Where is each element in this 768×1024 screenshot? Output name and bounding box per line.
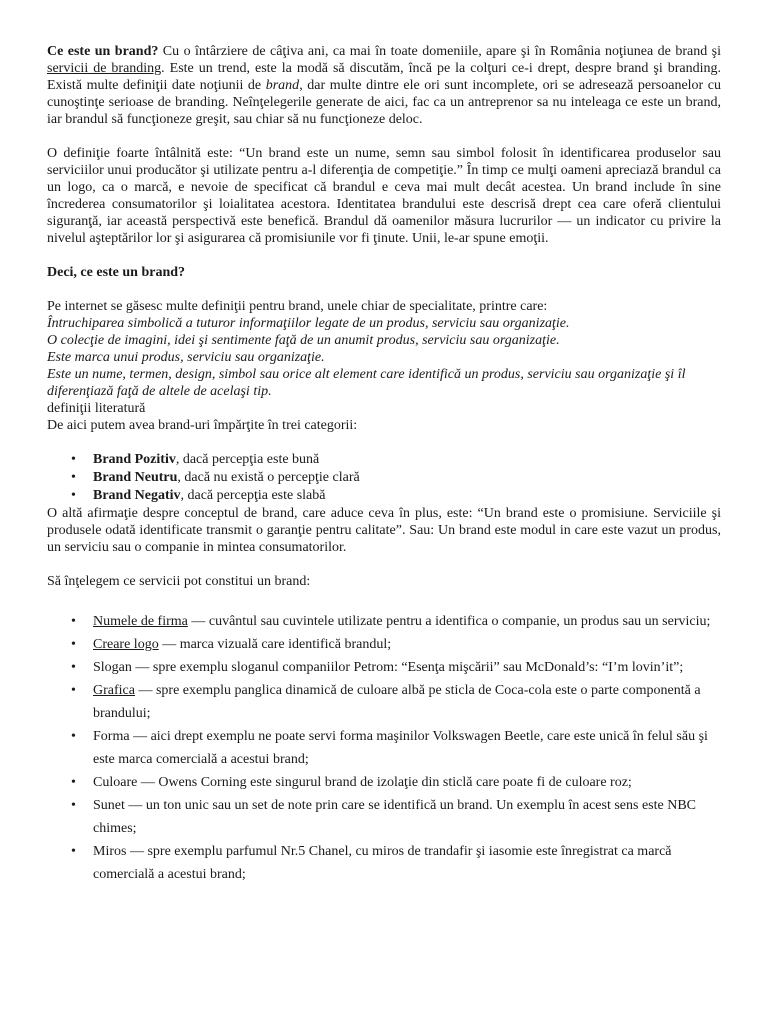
category-desc: , dacă nu există o percepţie clară: [177, 470, 360, 485]
intro-text-1: Cu o întârziere de câţiva ani, ca mai în toate domeniile, apare şi în România noţiunea de brand şi: [158, 44, 722, 59]
list-item: [47, 725, 721, 771]
list-item: [47, 610, 721, 633]
italic-definition: Întruchiparea simbolică a tuturor informaţiilor legate de un produs, serviciu sau organizaţie.: [47, 316, 570, 331]
italic-definition: O colecţie de imagini, idei şi sentimente faţă de un anumit produs, serviciu sau organizaţie.: [47, 333, 560, 348]
intro-question: Ce este un brand?: [47, 44, 159, 59]
internet-intro: Pe internet se găsesc multe definiţii pentru brand, unele chiar de specialitate, printre care:: [47, 299, 548, 314]
service-term: Slogan: [93, 660, 132, 675]
bullet-icon: •: [71, 660, 76, 675]
list-item: [47, 794, 721, 840]
category-name: Brand Neutru: [93, 470, 178, 485]
bullet-icon: •: [71, 798, 76, 813]
italic-definition: Este marca unui produs, serviciu sau organizaţie.: [47, 350, 325, 365]
categories-list: [47, 451, 721, 505]
bullet-icon: •: [71, 637, 76, 652]
intro-paragraph: [47, 43, 721, 128]
intro-text-2: . Este un trend, este la modă să discutăm, încă pe la colţuri ce-i drept, despre brand şi branding. Există multe definiţii date noţiunii de: [47, 61, 721, 93]
category-desc: , dacă percepţia este bună: [175, 452, 320, 467]
services-intro: Să înţelegem ce servicii pot constitui un brand:: [47, 574, 311, 589]
bullet-icon: •: [71, 470, 76, 485]
literature-note: definiţii literatură: [47, 401, 146, 416]
service-desc: — cuvântul sau cuvintele utilizate pentru a identifica o companie, un produs sau un serviciu;: [187, 614, 711, 629]
service-desc: — spre exemplu sloganul companiilor Petrom: “Esenţa mişcării” sau McDonald’s: “I’m lovin’it”;: [131, 660, 684, 675]
list-item: [47, 679, 721, 725]
category-name: Brand Negativ: [93, 488, 181, 503]
service-desc: — spre exemplu panglica dinamică de culoare albă pe sticla de Coca-cola este o parte componentă a brandului;: [93, 683, 701, 721]
document-page: [47, 43, 721, 886]
section-heading: Deci, ce este un brand?: [47, 265, 186, 280]
service-desc: — spre exemplu parfumul Nr.5 Chanel, cu miros de trandafir şi iasomie este înregistrat ca marcă comercială a acestui brand;: [93, 844, 672, 882]
intro-brand-italic: brand: [265, 78, 300, 93]
list-item: [47, 771, 721, 794]
bullet-icon: •: [71, 452, 76, 467]
list-item: [47, 451, 721, 469]
italic-definition: Este un nume, termen, design, simbol sau orice alt element care identifică un produs, serviciu sau organizaţie şi îl diferenţiază faţă de altele de acelaşi tip.: [47, 367, 686, 399]
categories-intro: De aici putem avea brand-uri împărţite în trei categorii:: [47, 418, 358, 433]
bullet-icon: •: [71, 488, 76, 503]
service-term-link[interactable]: Creare logo: [93, 637, 159, 652]
list-item: [47, 487, 721, 505]
definition-paragraph: O definiţie foarte întâlnită este: “Un brand este un nume, semn sau simbol folosit în identificarea produselor sau serviciilor unui producător şi utilizate pentru a-l diferenţia de competiţie.” În timp ce mulţi oameni apreciază brandul ca un logo, ca o marcă, e nevoie de specificat că brandul e ceva mai mult decât acestea. Un brand include în sine încrederea consumatorilor şi loialitatea acestora. Identitatea brandului este descrisă drept cea care oferă clientului siguranţă, iar această perspectivă este benefică. Brandul dă oamenilor măsura lucrurilor — un indicator cu privire la nivelul aşteptărilor lor şi asigurarea că promisiunile vor fi ţinute. Unii, le-ar spune emoţii.: [47, 146, 721, 246]
bullet-icon: •: [71, 614, 76, 629]
service-term: Sunet: [93, 798, 125, 813]
other-affirmation-paragraph: O altă afirmaţie despre conceptul de brand, care aduce ceva în plus, este: “Un brand este o promisiune. Serviciile şi produsele odată identificate transmit o garanţie pentru calitate”. Sau: Un brand este modul in care este vazut un produs, un serviciu sau o companie in mintea consumatorilor.: [47, 506, 721, 555]
service-term-link[interactable]: Grafica: [93, 683, 135, 698]
service-term-link[interactable]: Numele de firma: [93, 614, 188, 629]
list-item: [47, 633, 721, 656]
italic-definitions: [47, 315, 721, 400]
list-item: [47, 840, 721, 886]
bullet-icon: •: [71, 844, 76, 859]
list-item: [47, 469, 721, 487]
category-desc: , dacă percepţia este slabă: [180, 488, 326, 503]
bullet-icon: •: [71, 775, 76, 790]
service-desc: — Owens Corning este singurul brand de izolaţie din sticlă care poate fi de culoare roz;: [137, 775, 632, 790]
intro-text-3: , dar multe dintre ele ori sunt incomplete, ori se adresează persoanelor cu cunoştinţe serioase de branding. Neînţelegerile generate de aici, fac ca un antreprenor sa nu inteleaga ce este un brand, iar brandul să funcţioneze greşit, sau chiar să nu funcţioneze deloc.: [47, 78, 721, 127]
service-term: Culoare: [93, 775, 138, 790]
services-list: [47, 610, 721, 886]
branding-services-link[interactable]: servicii de branding: [47, 61, 162, 76]
service-term: Forma: [93, 729, 130, 744]
category-name: Brand Pozitiv: [93, 452, 176, 467]
service-desc: — un ton unic sau un set de note prin care se identifică un brand. Un exemplu în acest sens este NBC chimes;: [93, 798, 697, 836]
bullet-icon: •: [71, 729, 76, 744]
bullet-icon: •: [71, 683, 76, 698]
service-desc: — marca vizuală care identifică brandul;: [158, 637, 392, 652]
list-item: [47, 656, 721, 679]
service-term: Miros: [93, 844, 127, 859]
service-desc: — aici drept exemplu ne poate servi forma maşinilor Volkswagen Beetle, care este unică în felul său şi este marca comercială a acestui brand;: [93, 729, 708, 767]
